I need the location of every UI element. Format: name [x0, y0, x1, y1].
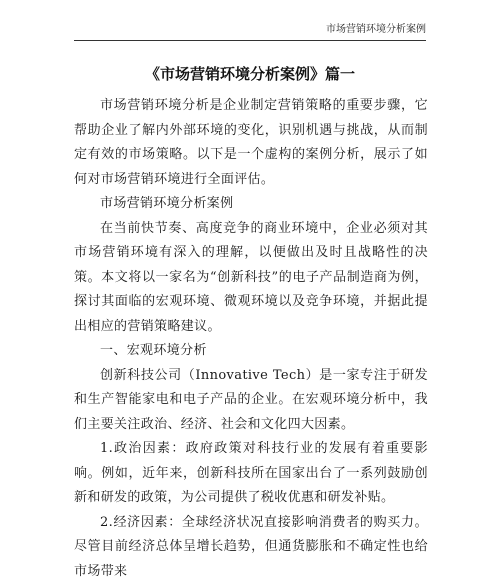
section-heading-macro: 一、宏观环境分析: [74, 339, 428, 364]
document-title: 《市场营销环境分析案例》篇一: [0, 64, 500, 84]
section-heading-case: 市场营销环境分析案例: [74, 192, 428, 217]
context-paragraph: 在当前快节奏、高度竞争的商业环境中，企业必须对其市场营销环境有深入的理解，以便做出及时且战略性的决策。本文将以一家名为“创新科技”的电子产品制造商为例，探讨其面临的宏观环境、微观环境以及竞争环境，并据此提出相应的营销策略建议。: [74, 217, 428, 340]
political-factor-paragraph: 1.政治因素：政府政策对科技行业的发展有着重要影响。例如，近年来，创新科技所在国家出台了一系列鼓励创新和研发的政策，为公司提供了税收优惠和研发补贴。: [74, 437, 428, 511]
intro-paragraph: 市场营销环境分析是企业制定营销策略的重要步骤，它帮助企业了解内外部环境的变化，识别机遇与挑战，从而制定有效的市场策略。以下是一个虚构的案例分析，展示了如何对市场营销环境进行全面评估。: [74, 94, 428, 192]
economic-factor-paragraph: 2.经济因素：全球经济状况直接影响消费者的购买力。尽管目前经济总体呈增长趋势，但通货膨胀和不确定性也给市场带来: [74, 511, 428, 584]
company-paragraph: 创新科技公司（Innovative Tech）是一家专注于研发和生产智能家电和电子产品的企业。在宏观环境分析中，我们主要关注政治、经济、社会和文化四大因素。: [74, 364, 428, 438]
running-header: 市场营销环境分析案例: [326, 24, 426, 36]
header-divider: [74, 40, 426, 41]
document-body: [74, 94, 428, 584]
